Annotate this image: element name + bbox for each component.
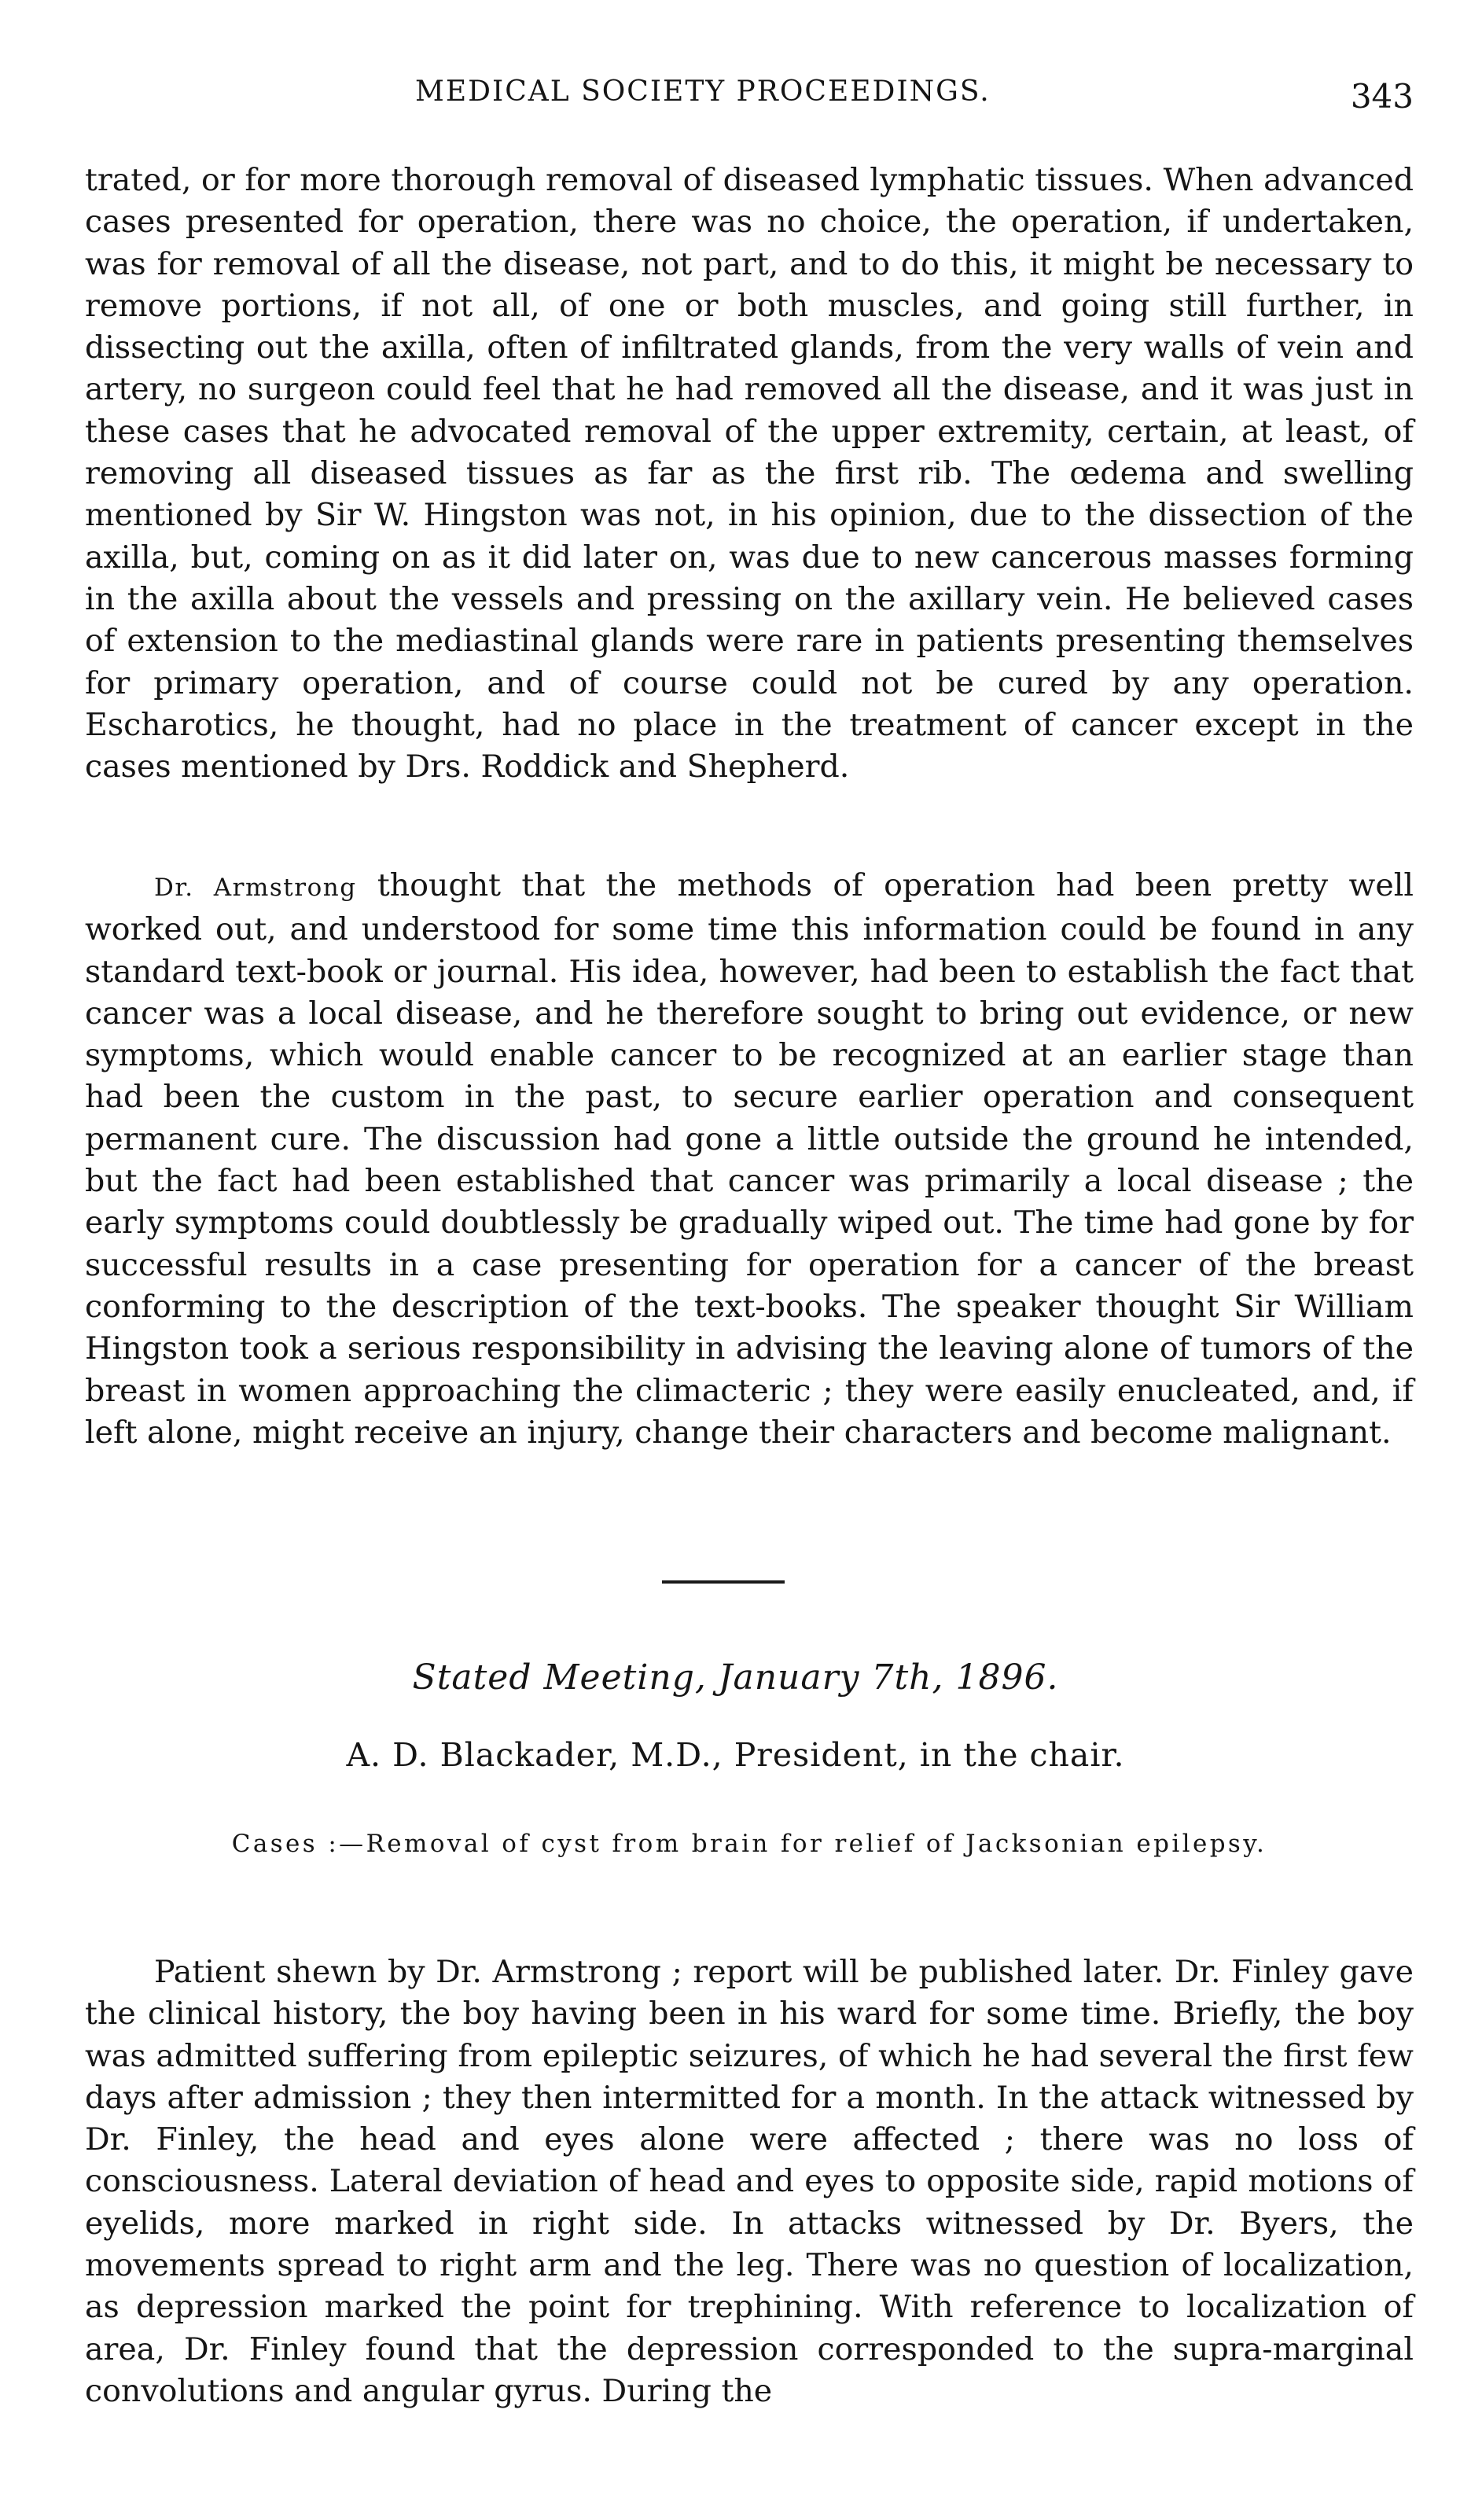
section-divider <box>662 1580 785 1584</box>
cases-heading: Cases :—Removal of cyst from brain for relief of Jacksonian epilepsy. <box>231 1830 1267 1858</box>
body-column-top <box>85 160 1414 788</box>
body-column-armstrong <box>85 865 1414 1454</box>
page-header <box>85 75 1414 131</box>
meeting-heading: Stated Meeting, January 7th, 1896. <box>412 1657 1059 1698</box>
paragraph-continued: trated, or for more thorough removal of diseased lymphatic tissues. When advanced cases presented for operation, there was no choice, the operation, if undertaken, was for removal of all the disease, not part, and to do this, it might be necessary to remove portions, if not all, of one or both muscles, and going still further, in dissecting out the axilla, often of infiltrated glands, from the very walls of vein and artery, no surgeon could feel that he had removed all the disease, and it was just in these cases that he advocated removal of the upper extremity, certain, at least, of removing all diseased tissues as far as the first rib. The œdema and swelling mentioned by Sir W. Hingston was not, in his opinion, due to the dissection of the axilla, but, coming on as it did later on, was due to new cancerous masses forming in the axilla about the vessels and pressing on the axillary vein. He believed cases of extension to the mediastinal glands were rare in patients presenting themselves for primary operation, and of course could not be cured by any operation. Escharotics, he thought, had no place in the treatment of cancer except in the cases mentioned by Drs. Roddick and Shepherd. <box>85 162 1414 785</box>
paragraph-patient-report: Patient shewn by Dr. Armstrong ; report will be published later. Dr. Finley gave the clinical history, the boy having been in his ward for some time. Briefly, the boy was admitted suffering from epileptic seizures, of which he had several the first few days after admission ; they then intermitted for a month. In the attack witnessed by Dr. Finley, the head and eyes alone were affected ; there was no loss of consciousness. Lateral deviation of head and eyes to opposite side, rapid motions of eyelids, more marked in right side. In attacks witnessed by Dr. Byers, the movements spread to right arm and the leg. There was no question of localization, as depression marked the point for trephining. With reference to localization of area, Dr. Finley found that the depression corresponded to the supra-marginal convolutions and angular gyrus. During the <box>85 1954 1414 2409</box>
body-column-bottom <box>85 1952 1414 2412</box>
chair-line: A. D. Blackader, M.D., President, in the chair. <box>346 1736 1125 1774</box>
paragraph-armstrong <box>85 865 1414 1454</box>
running-head: MEDICAL SOCIETY PROCEEDINGS. <box>415 75 991 108</box>
page-number: 343 <box>1350 77 1414 116</box>
speaker-name: Dr. Armstrong <box>154 874 357 902</box>
paragraph-armstrong-text: thought that the methods of operation had been pretty well worked out, and understood for some time this information could be found in any standard text-book or journal. His idea, however, had been to establish the fact that cancer was a local disease, and he therefore sought to bring out evidence, or new symptoms, which would enable cancer to be recognized at an earlier stage than had been the custom in the past, to secure earlier operation and consequent permanent cure. The discussion had gone a little outside the ground he intended, but the fact had been established that cancer was primarily a local disease ; the early symptoms could doubtlessly be gradually wiped out. The time had gone by for successful results in a case presenting for operation for a cancer of the breast conforming to the description of the text-books. The speaker thought Sir William Hingston took a serious responsibility in advising the leaving alone of tumors of the breast in women approaching the climacteric ; they were easily enucleated, and, if left alone, might receive an injury, change their characters and become malignant. <box>85 867 1414 1451</box>
